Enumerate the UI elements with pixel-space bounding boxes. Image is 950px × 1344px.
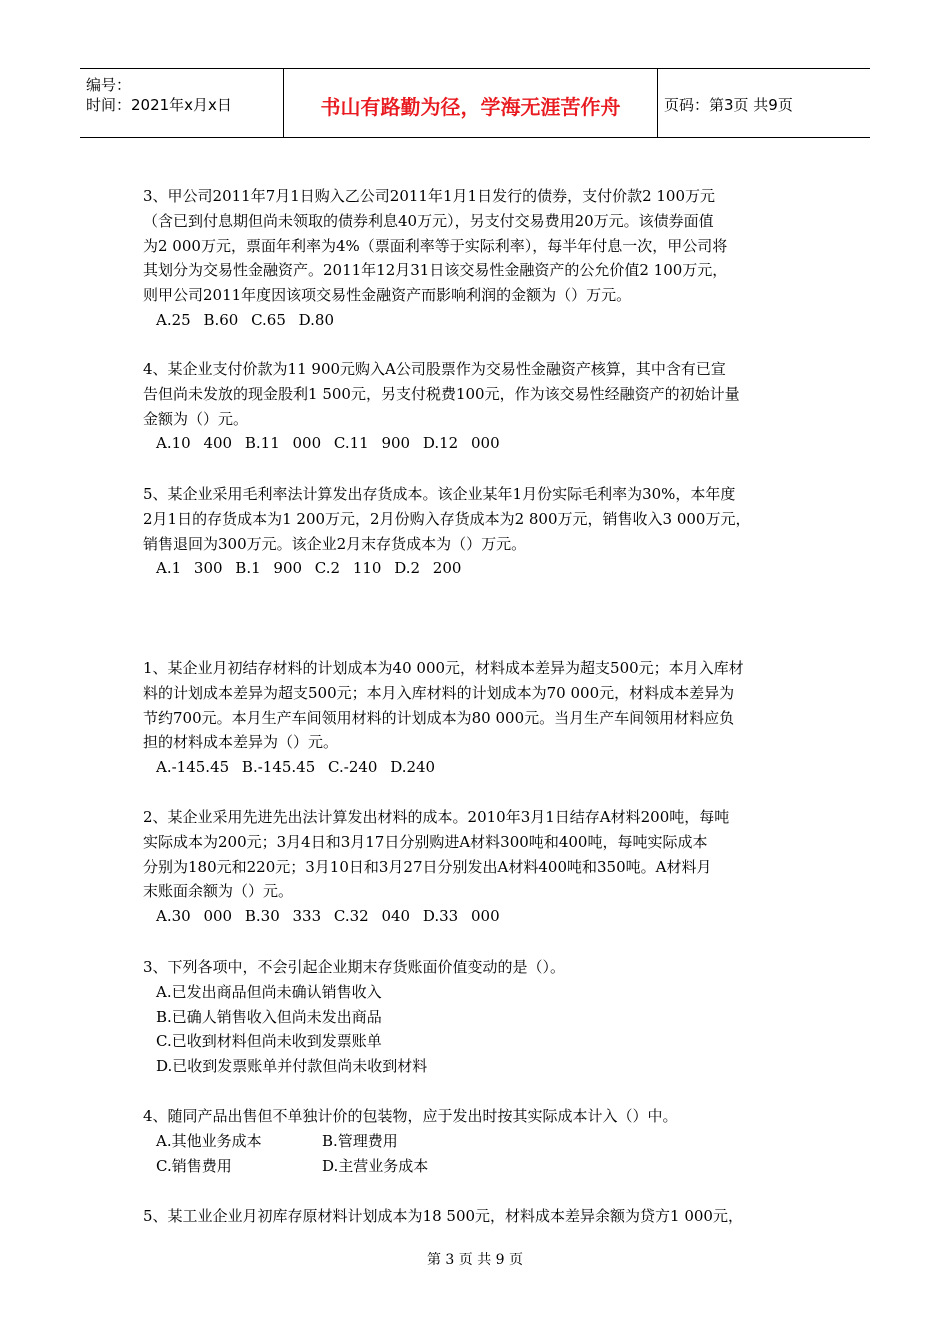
question-options: A.30 000 B.30 333 C.32 040 D.33 000 <box>156 907 500 926</box>
question-line: 金额为（）元。 <box>143 409 249 428</box>
question-line: 销售退回为300万元。该企业2月末存货成本为（）万元。 <box>143 534 527 553</box>
question-line: 1、某企业月初结存材料的计划成本为40 000元，材料成本差异为超支500元；本月入库材 <box>143 659 744 677</box>
header-time: 时间：2021年x月x日 <box>86 96 232 114</box>
question-options: A.-145.45 B.-145.45 C.-240 D.240 <box>156 758 436 777</box>
question-block <box>143 184 823 333</box>
question-line: 3、甲公司2011年7月1日购入乙公司2011年1月1日发行的债券，支付价款2 100万元 <box>143 187 716 205</box>
option-line: A.已发出商品但尚未确认销售收入 <box>156 982 382 1001</box>
question-line: 为2 000万元，票面年利率为4%（票面利率等于实际利率），每半年付息一次，甲公司将 <box>143 236 728 255</box>
question-line: 实际成本为200元；3月4日和3月17日分别购进A材料300吨和400吨，每吨实际成本 <box>143 832 708 851</box>
question-line: 4、某企业支付价款为11 900元购入A公司股票作为交易性金融资产核算，其中含有已宣 <box>143 360 726 378</box>
option-line: C.已收到材料但尚未收到发票账单 <box>156 1032 382 1051</box>
question-line: 末账面余额为（）元。 <box>143 882 294 901</box>
header-number: 编号： <box>86 76 132 94</box>
question-block <box>143 805 823 929</box>
question-line: （含已到付息期但尚未领取的债券利息40万元），另支付交易费用20万元。该债券面值 <box>143 211 714 230</box>
question-line: 2、某企业采用先进先出法计算发出材料的成本。2010年3月1日结存A材料200吨，每吨 <box>143 808 730 826</box>
page-header <box>80 68 870 138</box>
question-line: 告但尚未发放的现金股利1 500元，另支付税费100元，作为该交易性经融资产的初始计量 <box>143 384 740 403</box>
question-line: 节约700元。本月生产车间领用材料的计划成本为80 000元。当月生产车间领用材料应负 <box>143 708 735 727</box>
question-line: 2月1日的存货成本为1 200万元，2月份购入存货成本为2 800万元，销售收入3 000万元， <box>143 509 751 528</box>
option-row <box>143 1129 823 1154</box>
question-line: 其划分为交易性金融资产。2011年12月31日该交易性金融资产的公允价值2 100万元， <box>143 261 728 280</box>
option-item: C.销售费用 <box>156 1156 232 1175</box>
question-block <box>143 357 823 456</box>
question-block <box>143 955 823 1079</box>
header-meta <box>86 75 232 115</box>
question-line: 担的材料成本差异为（）元。 <box>143 733 339 752</box>
question-block <box>143 656 823 780</box>
option-item: D.主营业务成本 <box>322 1156 429 1175</box>
header-page-info: 页码：第3页 共9页 <box>664 96 793 114</box>
question-line: 料的计划成本差异为超支500元；本月入库材料的计划成本为70 000元，材料成本差异为 <box>143 683 735 702</box>
question-block <box>143 482 823 581</box>
question-line: 5、某企业采用毛利率法计算发出存货成本。该企业某年1月份实际毛利率为30%，本年度 <box>143 485 736 503</box>
question-block <box>143 1104 823 1178</box>
question-options: A.1 300 B.1 900 C.2 110 D.2 200 <box>156 559 462 578</box>
question-line: 5、某工业企业月初库存原材料计划成本为18 500元，材料成本差异余额为贷方1 000元， <box>143 1207 743 1225</box>
question-block <box>143 1204 823 1229</box>
page-footer: 第 3 页 共 9 页 <box>426 1252 524 1268</box>
header-divider <box>657 69 658 137</box>
option-line: D.已收到发票账单并付款但尚未收到材料 <box>156 1057 428 1076</box>
question-options: A.10 400 B.11 000 C.11 900 D.12 000 <box>156 434 500 453</box>
option-item: B.管理费用 <box>322 1131 398 1150</box>
question-line: 分别为180元和220元；3月10日和3月27日分别发出A材料400吨和350吨。A材料月 <box>143 857 712 876</box>
option-item: A.其他业务成本 <box>156 1131 262 1150</box>
option-row <box>143 1154 823 1179</box>
option-line: B.已确人销售收入但尚未发出商品 <box>156 1007 382 1026</box>
question-line: 则甲公司2011年度因该项交易性金融资产而影响利润的金额为（）万元。 <box>143 286 632 305</box>
question-line: 3、下列各项中，不会引起企业期末存货账面价值变动的是（）。 <box>143 958 566 976</box>
question-line: 4、随同产品出售但不单独计价的包装物，应于发出时按其实际成本计入（）中。 <box>143 1107 678 1125</box>
question-options: A.25 B.60 C.65 D.80 <box>156 310 335 329</box>
header-motto: 书山有路勤为径，学海无涯苦作舟 <box>320 95 621 119</box>
